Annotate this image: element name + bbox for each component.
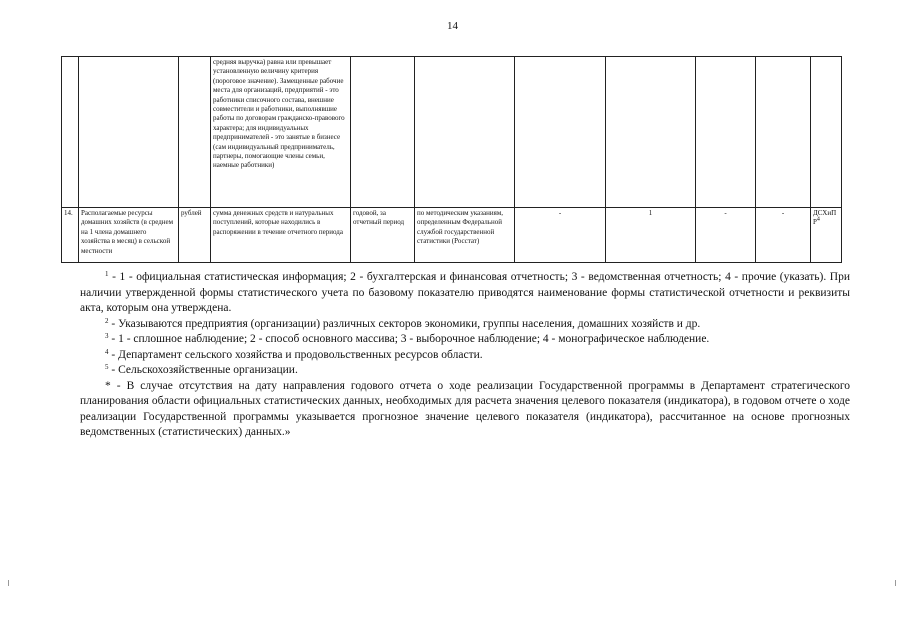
footnote-text: - Департамент сельского хозяйства и продовольственных ресурсов области. [108,348,483,361]
table-cell-method: по методическим указаниям, определенным Федеральной службой государственной статистики (Росстат) [415,208,515,263]
footnotes [80,270,850,441]
footnote-marker: 5 [105,363,109,371]
table-cell-periodicity: годовой, за отчетный период [351,208,415,263]
footnote-star: * - В случае отсутствия на дату направления годового отчета о ходе реализации Государственной программы в Департамент стратегического планирования области официальных статистических данных, необходимых для расчета значения целевого показателя (индикатора), в годовом отчете о ходе реализации Государственной программы указывается прогнозное значение целевого показателя (индикатора), рассчитанное на основе прогнозных ведомственных (статистических) данных.» [80,379,850,438]
scan-edge-mark [895,580,896,586]
footnote-text: - 1 - официальная статистическая информация; 2 - бухгалтерская и финансовая отчетность; 3 - ведомственная отчетность; 4 - прочие (указать). При наличии утвержденной формы статистического учета по базовому показателю приводятся наименование формы статистической отчетности и реквизиты акта, которым она утверждена. [80,271,850,314]
footnote-ref: 4 [816,217,820,224]
footnote-text: - 1 - сплошное наблюдение; 2 - способ основного массива; 3 - выборочное наблюдение; 4 - монографическое наблюдение. [108,333,710,345]
page-number: 14 [447,20,458,32]
scan-edge-mark [8,580,9,586]
table-cell [351,57,415,208]
footnote-marker: 4 [105,347,109,356]
table-row [62,57,842,208]
table-cell: - [696,208,756,263]
table-cell-responsible [811,208,842,263]
table-cell [179,57,211,208]
table-cell [515,57,606,208]
footnote-marker: 3 [105,332,109,340]
table-cell: - [515,208,606,263]
table-cell [696,57,756,208]
table-row [62,208,842,263]
table-cell [811,57,842,208]
footnote-marker: 1 [105,270,109,278]
footnote-3 [80,332,850,348]
responsible-text: ДСХиПР [813,209,837,227]
table-cell-definition: сумма денежных средств и натуральных поступлений, которые находились в распоряжении в течение отчетного периода [211,208,351,263]
table-cell [606,57,696,208]
table-cell [756,57,811,208]
footnote-marker: 2 [105,316,109,325]
table-cell-definition: средняя выручка) равна или превышает установленную величину критерия (пороговое значение). Замещенные рабочие места для организаций, предприятий - это работники списочного состава, внешние совместители и работники, выполнявшие работы по договорам гражданско-правового характера; для индивидуальных предпринимателей - это занятые в бизнесе (сам индивидуальный предприниматель, партнеры, помогающие члены семьи, наемные работники) [211,57,351,208]
table-cell: 1 [606,208,696,263]
footnote-2 [80,317,850,333]
indicators-table [61,56,842,263]
table-cell [79,57,179,208]
table-cell-number: 14. [62,208,79,263]
footnote-1 [80,270,850,317]
table-cell [62,57,79,208]
table-cell-unit: рублей [179,208,211,263]
footnote-5 [80,363,850,379]
table-cell-indicator: Располагаемые ресурсы домашних хозяйств (в среднем на 1 члена домашнего хозяйства в месяц) в сельской местности [79,208,179,263]
table-cell [415,57,515,208]
footnote-text: - Сельскохозяйственные организации. [108,364,298,376]
table-cell: - [756,208,811,263]
footnote-4 [80,348,850,364]
footnote-text: - Указываются предприятия (организации) различных секторов экономики, группы населения, домашних хозяйств и др. [108,317,701,330]
